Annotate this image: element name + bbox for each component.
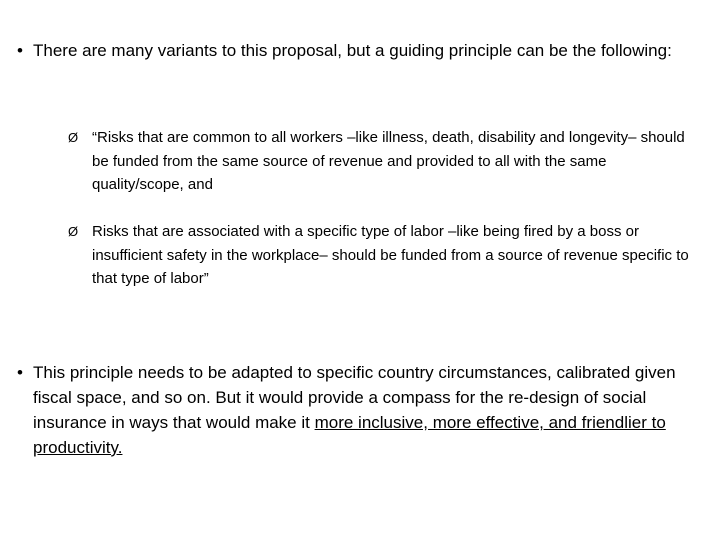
sub-bullet-text: Risks that are associated with a specific type of labor –like being fired by a boss or insufficient safety in the workplace– should be funded from a source of revenue specific to that type of labor” [92, 223, 689, 287]
bullet-item-1 [7, 38, 697, 63]
bullet-marker: • [17, 363, 23, 382]
bullet-marker: • [17, 41, 23, 60]
arrow-bullet-icon: Ø [68, 224, 79, 239]
arrow-bullet-icon: Ø [68, 130, 79, 145]
bullet-text [33, 360, 697, 460]
sub-bullet-item-2 [68, 220, 698, 291]
bullet-text-underlined: more inclusive, more effective, and friendlier to productivity. [33, 413, 666, 457]
sub-bullet-item-1 [68, 126, 698, 197]
sub-bullet-text: “Risks that are common to all workers –like illness, death, disability and longevity– should be funded from the same source of revenue and provided to all with the same quality/scope, and [92, 129, 685, 193]
bullet-text-plain: This principle needs to be adapted to specific country circumstances, calibrated given fiscal space, and so on. But it would provide a compass for the re-design of social insurance in ways that would make it [33, 363, 676, 432]
bullet-text: There are many variants to this proposal, but a guiding principle can be the following: [33, 41, 672, 60]
bullet-item-2 [7, 360, 697, 460]
